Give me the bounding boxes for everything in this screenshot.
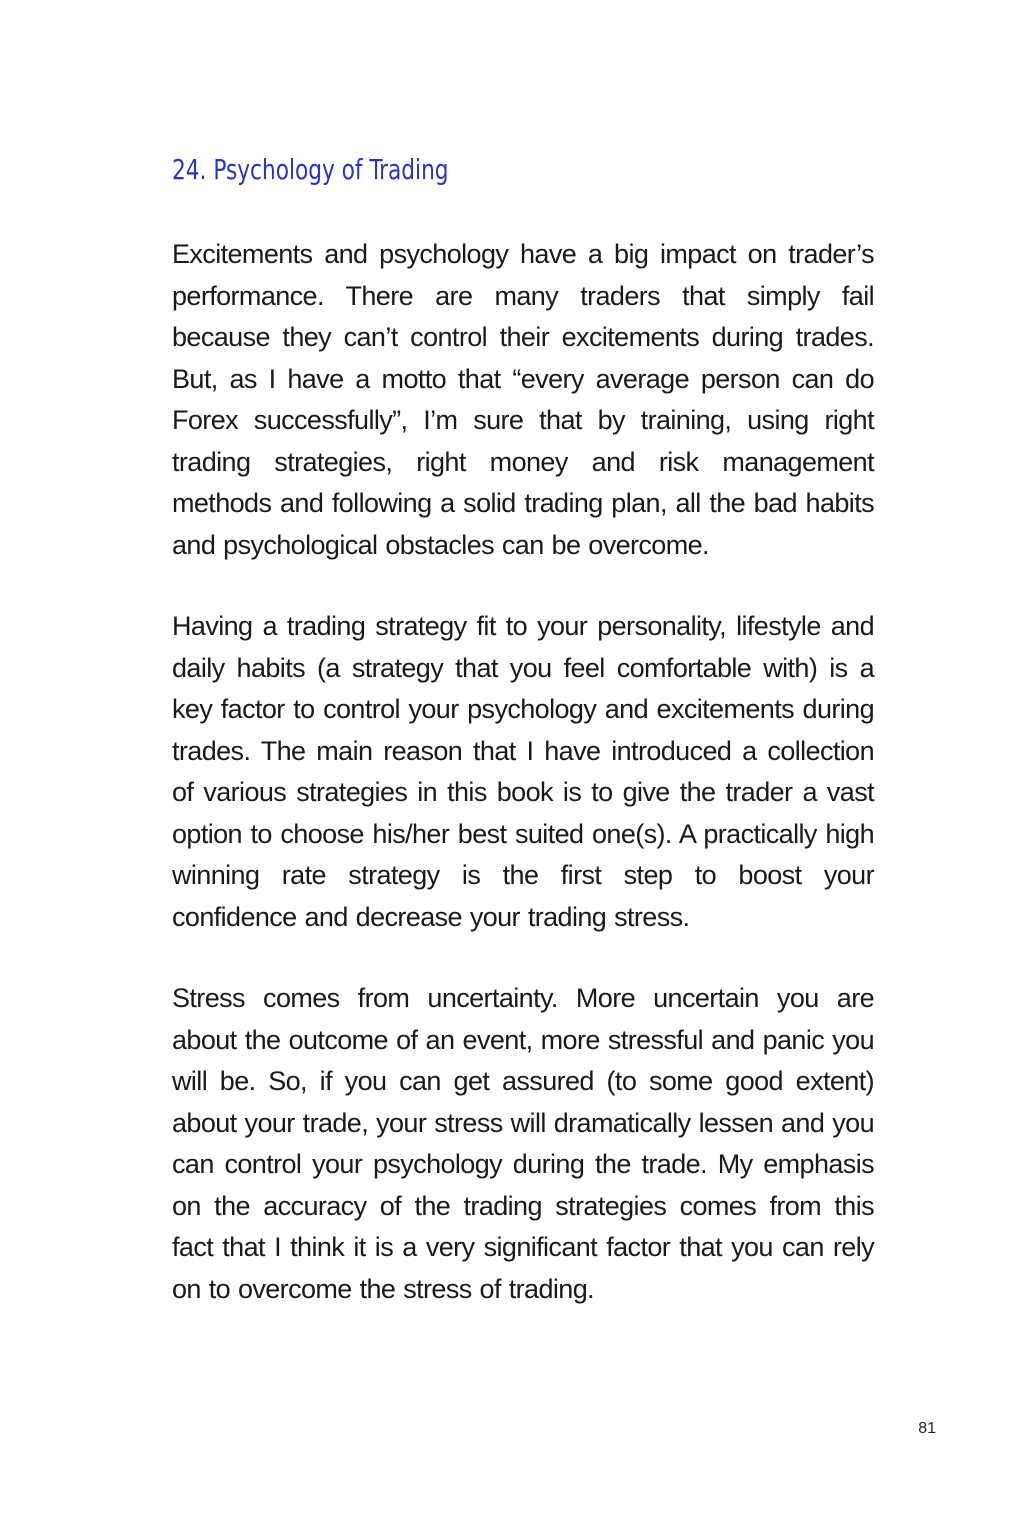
paragraph-1: Excitements and psychology have a big impact on trader’s performance. There are many traders that simply fail because they can’t control their excitements during trades. But, as I have a motto that “every average person can do Forex successfully”, I’m sure that by training, using right trading strategies, right money and risk management methods and following a solid trading plan, all the bad habits and psychological obstacles can be overcome. [172, 239, 874, 560]
section-heading: 24. Psychology of Trading [172, 153, 449, 186]
page-content [172, 150, 874, 1350]
paragraph-3: Stress comes from uncertainty. More uncertain you are about the outcome of an event, more stressful and panic you will be. So, if you can get assured (to some good extent) about your trade, your stress will dramatically lessen and you can control your psychology during the trade. My emphasis on the accuracy of the trading strategies comes from this fact that I think it is a very significant factor that you can rely on to overcome the stress of trading. [172, 983, 874, 1304]
page-number: 81 [918, 1420, 936, 1437]
paragraph-2: Having a trading strategy fit to your personality, lifestyle and daily habits (a strategy that you feel comfortable with) is a key factor to control your psychology and excitements during trades. The main reason that I have introduced a collection of various strategies in this book is to give the trader a vast option to choose his/her best suited one(s). A practically high winning rate strategy is the first step to boost your confidence and decrease your trading stress. [172, 611, 874, 932]
